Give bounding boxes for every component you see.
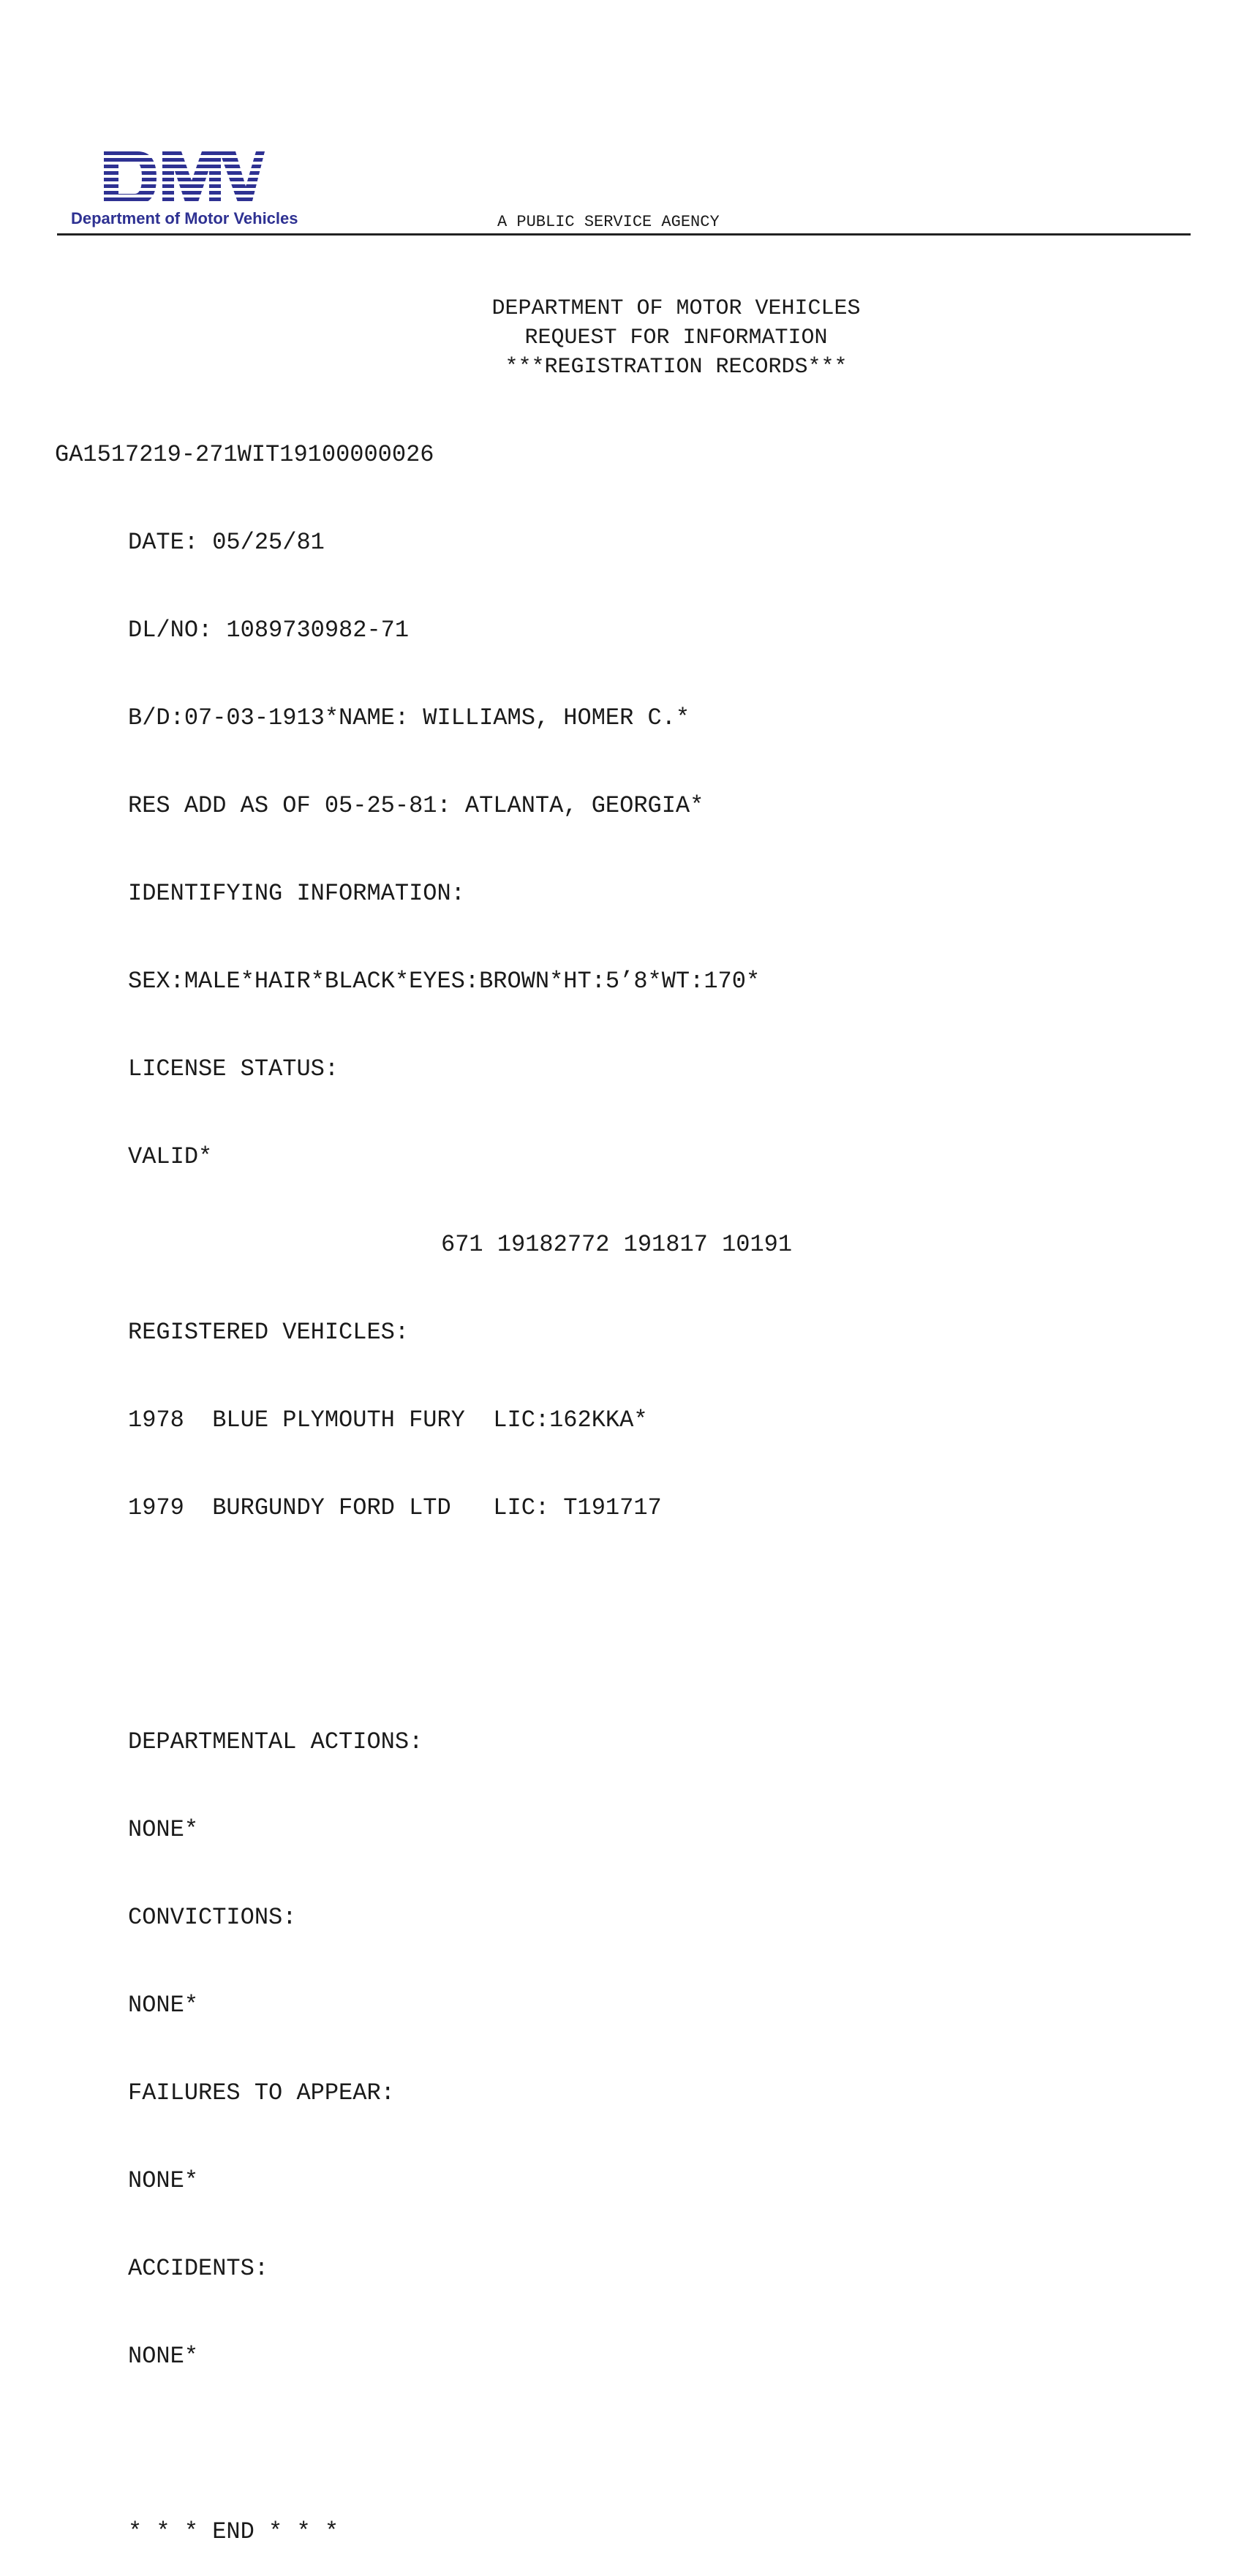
- dmv-logo: [102, 150, 265, 206]
- departmental-actions-value: NONE*: [128, 1816, 199, 1843]
- vehicle-row: 1979 BURGUNDY FORD LTD LIC: T191717: [128, 1494, 662, 1521]
- identifying-info-value: SEX:MALE*HAIR*BLACK*EYES:BROWN*HT:5’8*WT:170*: [128, 968, 761, 995]
- accidents-label: ACCIDENTS:: [128, 2255, 269, 2282]
- title-line-3: ***REGISTRATION RECORDS***: [505, 355, 848, 380]
- dmv-logo-graphic: [102, 150, 265, 206]
- accidents-value: NONE*: [128, 2343, 199, 2370]
- vehicle-row: 1978 BLUE PLYMOUTH FURY LIC:162KKA*: [128, 1406, 648, 1434]
- record-date: DATE: 05/25/81: [128, 529, 325, 556]
- spacer: [128, 1581, 760, 1669]
- record-body: [128, 470, 760, 2576]
- license-status-value: VALID*: [128, 1143, 213, 1170]
- identifying-info-label: IDENTIFYING INFORMATION:: [128, 880, 465, 907]
- record-residence-address: RES ADD AS OF 05-25-81: ATLANTA, GEORGIA*: [128, 792, 704, 819]
- failures-to-appear-label: FAILURES TO APPEAR:: [128, 2079, 395, 2106]
- record-birthdate-name: B/D:07-03-1913*NAME: WILLIAMS, HOMER C.*: [128, 704, 690, 731]
- end-marker: * * * END * * *: [128, 2518, 339, 2545]
- departmental-actions-label: DEPARTMENTAL ACTIONS:: [128, 1728, 423, 1755]
- registered-vehicles-label: REGISTERED VEHICLES:: [128, 1319, 410, 1346]
- title-line-2: REQUEST FOR INFORMATION: [524, 325, 828, 350]
- convictions-label: CONVICTIONS:: [128, 1904, 297, 1931]
- failures-to-appear-value: NONE*: [128, 2167, 199, 2194]
- record-dl-number: DL/NO: 1089730982-71: [128, 617, 410, 644]
- reference-number: 671 19182772 191817 10191: [441, 1231, 793, 1258]
- department-name: Department of Motor Vehicles: [71, 209, 298, 227]
- spacer: [128, 2430, 760, 2459]
- license-status-label: LICENSE STATUS:: [128, 1055, 339, 1082]
- title-line-1: DEPARTMENT OF MOTOR VEHICLES: [491, 296, 861, 321]
- convictions-value: NONE*: [128, 1992, 199, 2019]
- header-divider: [57, 233, 1191, 236]
- record-id: GA1517219-271WIT19100000026: [55, 441, 434, 468]
- agency-tagline: A PUBLIC SERVICE AGENCY: [497, 213, 720, 231]
- document-title: [0, 294, 1244, 382]
